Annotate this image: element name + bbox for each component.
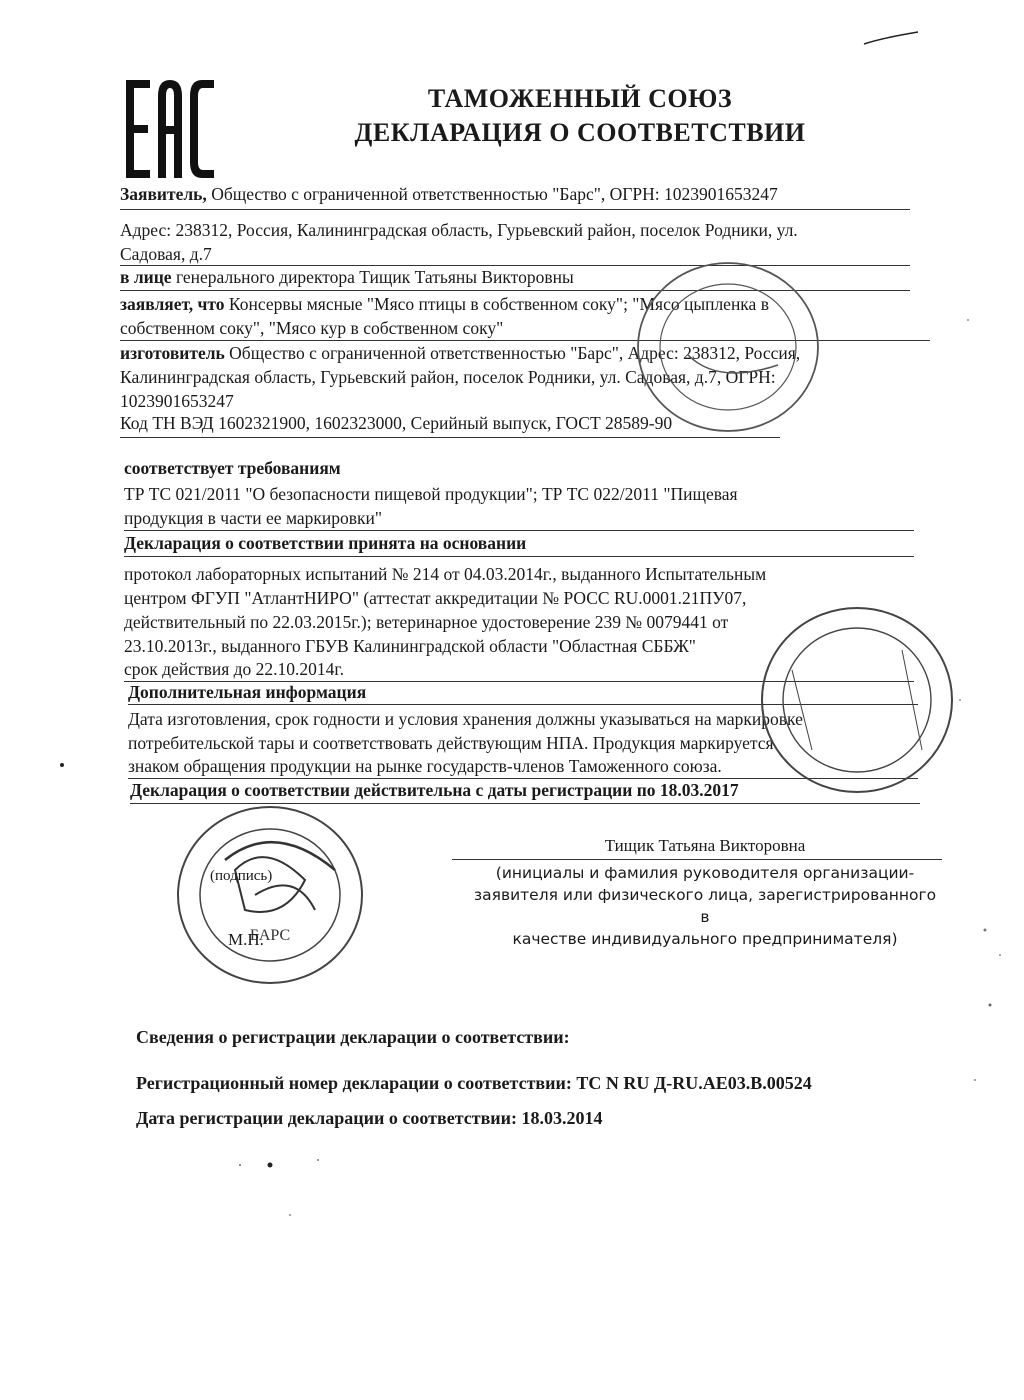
registration-number: Регистрационный номер декларации о соответствии: ТС N RU Д-RU.AE03.B.00524: [136, 1073, 812, 1093]
eac-logo: [124, 76, 216, 182]
basis-line3: действительный по 22.03.2015г.); ветеринарное удостоверение 239 № 0079441 от: [124, 612, 729, 632]
additional-line2: потребительской тары и соответствовать действующим НПА. Продукция маркируется: [128, 733, 774, 753]
person-text: генерального директора Тищик Татьяны Викторовны: [171, 267, 574, 287]
basis-line2: центром ФГУП "АтлантНИРО" (аттестат аккредитации № РОСС RU.0001.21ПУ07,: [124, 588, 747, 608]
manufacturer-text: Общество с ограниченной ответственностью "Барс", Адрес: 238312, Россия,: [224, 343, 801, 363]
registration-heading: Сведения о регистрации декларации о соответствии:: [136, 1027, 570, 1047]
manufacturer-label: изготовитель: [120, 343, 225, 363]
divider: [120, 209, 910, 210]
company-seal-bottom: [165, 800, 375, 990]
caption-line3: качестве индивидуального предпринимателя): [512, 930, 898, 948]
product-text: Консервы мясные "Мясо птицы в собственном соку"; "Мясо цыпленка в: [224, 294, 769, 314]
additional-label: Дополнительная информация: [128, 682, 367, 702]
caption-line1: (инициалы и фамилия руководителя организации-: [495, 864, 915, 882]
company-seal-top: [628, 255, 828, 440]
person-line: [120, 266, 574, 289]
product-label: заявляет, что: [120, 294, 225, 314]
manufacturer-line2: Калининградская область, Гурьевский район, поселок Родники, ул. Садовая, д.7, ОГРН:: [120, 367, 776, 387]
basis-line1: протокол лабораторных испытаний № 214 от 04.03.2014г., выданного Испытательным: [124, 564, 767, 584]
product-line2: собственном соку", "Мясо кур в собственном соку": [120, 318, 504, 338]
requirements-line1: ТР ТС 021/2011 "О безопасности пищевой продукции"; ТР ТС 022/2011 "Пищевая: [124, 484, 738, 504]
veterinary-seal: [752, 600, 962, 800]
applicant-line: [120, 183, 778, 206]
requirements-label: соответствует требованиям: [124, 458, 341, 478]
seal-company-name: БАРС: [249, 927, 291, 944]
signature-rule: [452, 859, 942, 860]
applicant-text: Общество с ограниченной ответственностью "Барс", ОГРН: 1023901653247: [206, 184, 778, 204]
caption-line2: заявителя или физического лица, зарегистрированного в: [473, 886, 937, 926]
applicant-address-line2: Садовая, д.7: [120, 244, 212, 264]
additional-line1: Дата изготовления, срок годности и условия хранения должны указываться на маркировке: [128, 709, 803, 729]
basis-line5: срок действия до 22.10.2014г.: [124, 659, 345, 679]
divider: [124, 556, 914, 557]
applicant-address-line1: Адрес: 238312, Россия, Калининградская область, Гурьевский район, поселок Родники, ул.: [120, 220, 798, 240]
validity-line: Декларация о соответствии действительна с даты регистрации по 18.03.2017: [130, 780, 739, 800]
title-customs-union: ТАМОЖЕННЫЙ СОЮЗ: [427, 84, 733, 113]
document-title: [330, 82, 830, 150]
manufacturer-line3: 1023901653247: [120, 391, 234, 411]
title-declaration: ДЕКЛАРАЦИЯ О СООТВЕТСТВИИ: [354, 118, 806, 147]
signature-caption: [470, 862, 940, 950]
applicant-label: Заявитель,: [120, 184, 207, 204]
stamp-place-label: М.П.: [228, 930, 264, 949]
pen-mark: [862, 28, 922, 48]
signatory-name: Тищик Татьяна Викторовна: [604, 836, 806, 855]
basis-label: Декларация о соответствии принята на основании: [124, 533, 527, 553]
person-label: в лице: [120, 267, 172, 287]
divider: [124, 530, 914, 531]
requirements-line2: продукция в части ее маркировки": [124, 508, 383, 528]
hs-code-line: Код ТН ВЭД 1602321900, 1602323000, Серийный выпуск, ГОСТ 28589-90: [120, 413, 673, 433]
registration-date: Дата регистрации декларации о соответствии: 18.03.2014: [136, 1108, 603, 1128]
basis-line4: 23.10.2013г., выданного ГБУВ Калининградской области "Областная СББЖ": [124, 636, 696, 656]
signature-label: (подпись): [210, 868, 273, 884]
additional-line3: знаком обращения продукции на рынке государств-членов Таможенного союза.: [128, 756, 722, 776]
